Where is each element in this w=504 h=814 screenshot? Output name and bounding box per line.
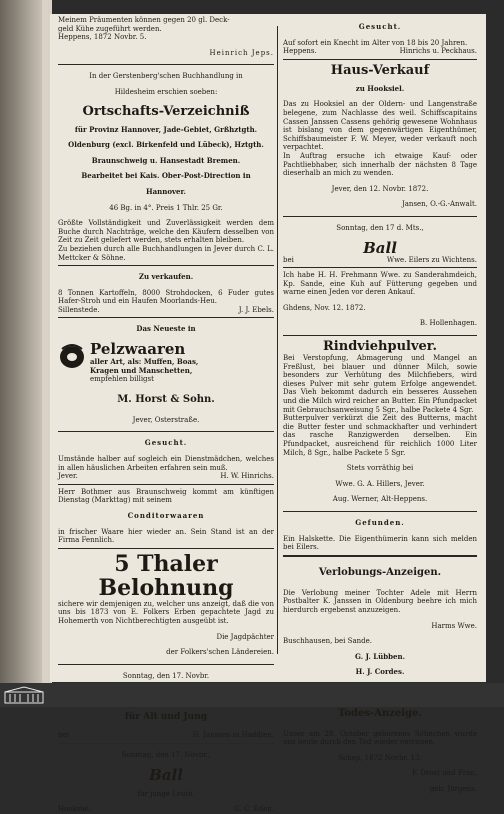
ball-host: Wwe. Eilers zu Wichtens. [386,255,477,264]
directory-title: Ortschafts-Verzeichniß [82,103,250,119]
cattle-powder-text: Bei Verstopfung, Abmagerung und Mangel an Freßlust, bei blauer und dünner Milch, sowie besonders zur Verhütung des Milchfiebers, wird dieses Pulver mit sehr gutem Erfolge angewendet. Das Vieh bekommt dadurch ein besseres Aussehen und die Milch wird reicher an Butter. Ein Pfundpacket mit Gebrauchsanweisung 5 Sgr., halbe Packete 4 Sgr. [283,354,477,414]
engagement-name: G. J. Lübben. [354,651,406,661]
death-notice-signature: F. Drost und Frau, [412,769,477,778]
fur-line: aller Art, als: Muffen, Boas, [90,357,199,367]
fur-line: empfehlen billigst [90,375,154,384]
divider [58,317,274,318]
reward-signature: der Folkers'schen Ländereien. [166,648,274,657]
house-sale-date: Jever, den 12. Novbr. 1872. [331,184,429,193]
ball-host: H. Janssen in Haddien. [192,731,274,740]
confectioner-title: Conditorwaaren [127,511,205,520]
intro-line: geld Kühe zugeführt werden. [58,24,162,33]
fur-muff-icon [58,341,86,371]
ball-subtitle: für junge Leute. [137,789,195,798]
ball-date: Sonntag, den 17. Novbr. [122,671,210,680]
cow-warning-text: Ich habe H. H. Frehmann Wwe. zu Sanderahmdeich, Kp. Sande, eine Kuh auf Fütterung gegeben und warne einen Jeden vor deren Ankauf. [283,271,477,297]
fur-advert [58,341,274,384]
ball-host: G. C. Eden. [234,805,274,814]
wanted-footer [283,47,477,56]
wanted-text: Umstände halber auf sogleich ein Dienstmädchen, welches in allen häuslichen Arbeiten erfahren sein muß. [58,455,274,472]
engagement-name: H. J. Cordes. [355,667,405,677]
ball-title: Ball [149,765,183,784]
wanted-heading: Gesucht. [358,22,402,31]
viewer-footer-bar [0,683,504,707]
house-sale-subtitle: zu Hooksiel. [355,83,405,93]
death-notice-text: Unser am 28. October geborenes Söhnchen wurde uns heute durch den Tod wieder entrissen. [283,729,477,747]
confectioner-text: in frischer Waare hier wieder an. Sein Stand ist an der Firma Fennlich. [58,527,274,545]
ball-title: Ball [363,238,397,257]
directory-text: Größte Vollständigkeit und Zuverlässigkeit werden dem Buche durch Nachträge, welche den Käufern desselben von Zeit zu Zeit geliefert werden, stets erhalten bleiben. [58,219,274,245]
reward-signature: Die Jagdpächter [216,632,274,641]
engagement-heading: Verlobungs-Anzeigen. [318,566,442,578]
reward-title: 5 Thaler Belohnung [98,550,234,601]
fur-place: Jever, Osterstraße. [132,415,200,424]
fur-title: Pelzwaaren [90,340,186,359]
ball-subtitle: für Alt und Jung [124,712,208,723]
column-divider [277,26,278,654]
engagement-signature: Harms Wwe. [431,621,477,630]
wanted-footer [58,472,274,481]
ball-prefix: bei [58,731,69,740]
ball-host-row [58,731,274,740]
divider [283,511,477,512]
fur-intro: Das Neueste in [136,324,196,334]
house-sale-text: In Auftrag ersuche ich etwaige Kauf- oder Pachtliebhaber, sich innerhalb der nächsten 8 Tage dieserhalb an mich zu wenden. [283,151,477,178]
divider [58,64,274,65]
publisher-line: In der Gerstenberg'schen Buchhandlung in [89,72,243,81]
house-sale-text: Das zu Hooksiel an der Oldern- und Langenstraße belegene, zum Nachlasse des weil. Schiffscapitains Cassen Janssen Cassens gehörig gewesene Wohnhaus ist bislang von dem gegenwärtigen Eigenthümer, Schiffsbaumeister F. W. Meyer, weder verkauft noch verpachtet. [283,100,477,152]
cow-warning-date: Ghdens, Nov. 12. 1872. [283,303,366,312]
divider [283,59,477,60]
wanted-signature: Hinrichs u. Peckhaus. [399,47,477,56]
intro-line: Meinem Präumenten können gegen 20 gl. Deck- [58,16,230,24]
divider [283,216,477,217]
divider [283,555,477,557]
divider [58,265,274,266]
engagement-text: Die Verlobung meiner Tochter Adele mit Herrn Postbalter K. Janssen in Oldenburg beehre ich mich hierdurch ergebenst anzuzeigen. [283,588,477,614]
sale-text: 8 Tonnen Kartoffeln, 8000 Strohdocken, 6 Fuder gutes Hafer-Stroh und ein Haufen Moorlands-Heu. [58,288,274,306]
book-spine [0,0,42,683]
library-building-icon [4,686,44,704]
ball-prefix: bei [283,255,294,264]
directory-line: Oldenburg (excl. Birkenfeld und Lübeck), Hztgth. [68,140,264,150]
directory-line: für Provinz Hannover, Jade-Gebiet, Grßhztgth. [74,124,258,134]
divider [58,664,274,665]
wanted-signature: H. W. Hinrichs. [220,472,274,481]
reward-text: sichere wir demjenigen zu, welcher uns anzeigt, daß die von uns bis 1873 von E. Folkers Erben gepachtete Jagd zu Hohemerth von Nichtberechtigten ausgeübt ist. [58,599,274,625]
divider [283,267,477,268]
found-heading: Gefunden. [355,517,405,527]
sale-footer [58,306,274,315]
cattle-powder-stock: Stets vorräthig bei [346,464,414,473]
divider [58,484,274,485]
ball-place: Hooksiel. [58,805,92,814]
ball-host-row [58,805,274,814]
house-sale-signature: Jansen, O.-G.-Anwalt. [401,200,477,209]
ball-date: Sonntag, den 17. Novbr., [121,750,211,759]
directory-price: 46 Bg. in 4°. Preis 1 Thlr. 25 Gr. [109,203,223,212]
fur-firm: M. Horst & Sohn. [117,393,215,405]
found-text: Ein Halskette. Die Eigenthümerin kann sich melden bei Eilers. [283,534,477,552]
directory-line: Bearbeitet bei Kais. Ober-Post-Direction in [81,171,251,181]
wanted-place: Jever. [58,472,78,481]
butter-powder-text: Butterpulver verkürzt die Zeit des Butterns, macht die Butter fester und schmackhafter und verhindert das rasche Ranzigwerden derselben. Ein Pfundpacket, ausreichend für reichlich 1000 Liter Milch, 8 Sgr., halbe Packete 5 Sgr. [283,414,477,457]
wanted-text: Auf sofort ein Knecht im Alter von 18 bis 20 Jahren. [283,38,468,47]
intro-line: Heppens, 1872 Novbr. 5. [58,33,147,42]
directory-line: Hannover. [145,186,186,196]
cattle-powder-title: Rindviehpulver. [323,339,437,355]
divider [283,335,477,336]
divider [58,431,274,432]
confectioner-text: Herr Bothmer aus Braunschweig kommt am künftigen Dienstag (Markttag) mit seinem [58,487,274,505]
ball-date: Sonntag, den 17 d. Mts., [336,223,424,232]
cow-warning-signature: B. Hollenhagen. [419,319,477,328]
fur-line: Kragen und Manschetten, [90,365,193,375]
directory-line: Braunschweig u. Hansestadt Bremen. [91,155,241,165]
death-notice-heading: Todes-Anzeige. [338,707,422,719]
house-sale-title: Haus-Verkauf [330,62,430,78]
death-notice-date: Schep, 1872 Novbr. 13. [338,753,422,762]
intro-signature: Heinrich Jeps. [209,48,274,57]
divider [58,743,274,744]
wanted-heading: Gesucht. [144,438,188,448]
divider [58,548,274,549]
cattle-powder-dealer: Wwe. G. A. Hillers, Jever. [335,479,425,488]
death-notice-signature: geb. Jürgens. [429,784,477,793]
ball-host-row [283,256,477,265]
cattle-powder-dealer: Aug. Werner, Alt-Heppens. [332,495,428,504]
directory-availability: Zu beziehen durch alle Buchhandlungen in Jever durch C. L. Mettcker & Söhne. [58,244,274,262]
publisher-line: Hildesheim erschien soeben: [114,87,218,96]
sale-signature: J. J. Ebels. [238,305,274,314]
sale-place: Sillenstede. [58,305,100,314]
wanted-place: Heppens. [283,47,317,56]
sale-heading: Zu verkaufen. [138,272,194,282]
engagement-place: Buschhausen, bei Sande. [283,637,372,646]
